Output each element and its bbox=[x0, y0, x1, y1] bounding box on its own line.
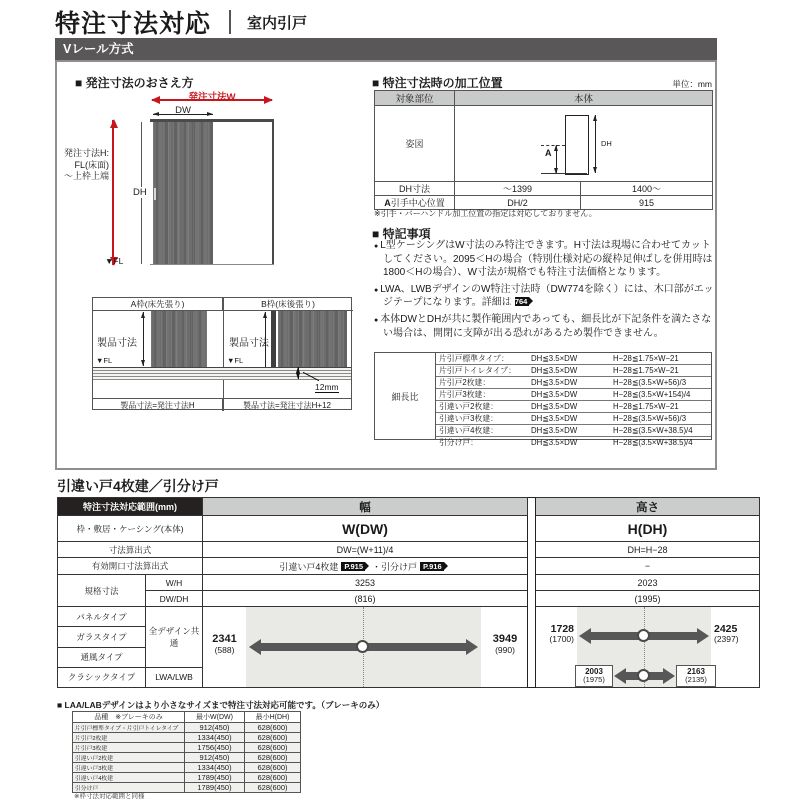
slender-row: 引違い戸2枚建： DH≦3.5×DW H−28≦1.75×W−21 bbox=[436, 401, 711, 413]
order-dim-heading: ■ 発注寸法のおさえ方 bbox=[75, 76, 194, 90]
dh-label: DH bbox=[133, 187, 147, 198]
handle-center-a: A bbox=[384, 198, 391, 208]
v-rail-section-box bbox=[55, 60, 717, 470]
handle-center-value1: DH/2 bbox=[455, 196, 581, 210]
page-ref-badge: P.764 bbox=[508, 297, 528, 307]
a-frame-header: A枠(床先張り) bbox=[93, 298, 223, 311]
figure-handle-dashline bbox=[541, 145, 565, 146]
design-common: 全デザイン共通 bbox=[146, 607, 203, 668]
slender-row: 片引戸トイレタイプ： DH≦3.5×DW H−28≦1.75×W−21 bbox=[436, 365, 711, 377]
figure-label: 姿図 bbox=[375, 106, 455, 182]
type-classic: クラシックタイプ bbox=[58, 667, 146, 687]
remark-item bbox=[374, 239, 714, 280]
remark-item bbox=[374, 313, 714, 340]
slender-row: 片引戸標準タイプ： DH≦3.5×DW H−28≦1.75×W−21 bbox=[436, 353, 711, 365]
slender-row: 引違い戸4枚建： DH≦3.5×DW H−28≦(3.5×W+38.5)/4 bbox=[436, 425, 711, 437]
calc-height-formula: DH=H−28 bbox=[536, 542, 760, 558]
calc-row-label: 寸法算出式 bbox=[58, 542, 203, 558]
remark-text: L型ケーシングはW寸法のみ特注できます。H寸法は現場に合わせてカットしてください。2095＜Hの場合（特別仕様対応の縦枠足伸ばしを併用時は1800＜Hの場合）、W寸法が規格でも特注寸法価格となります。 bbox=[380, 240, 713, 279]
order-height-line3: 〜上枠上端 bbox=[63, 171, 109, 182]
classic-range-knob bbox=[637, 669, 650, 682]
dh-size-value2: 1400〜 bbox=[581, 182, 713, 196]
width-max-label: 3949 (990) bbox=[492, 633, 518, 655]
height-range-knob bbox=[637, 629, 650, 642]
calc-width-formula: DW=(W+11)/4 bbox=[203, 542, 528, 558]
min-table-header-w: 最小W(DW) bbox=[185, 712, 245, 723]
dh-size-label: DH寸法 bbox=[375, 182, 455, 196]
standard-size-label: 規格寸法 bbox=[58, 575, 146, 607]
door-panel bbox=[153, 122, 213, 264]
remarks-heading: ■ 特記事項 bbox=[372, 227, 431, 241]
order-width-label: 発注寸法W bbox=[188, 92, 236, 103]
figure-baseline bbox=[541, 173, 587, 174]
min-row-label: 引違い戸2枚建 bbox=[73, 753, 185, 763]
machining-col-body: 本体 bbox=[455, 91, 713, 106]
standard-sub1: W/H bbox=[146, 575, 203, 591]
min-row-label: 片引戸2枚建 bbox=[73, 733, 185, 743]
unit-label: 単位：mm bbox=[672, 79, 712, 89]
frame-row-label: 枠・敷居・ケーシング(本体) bbox=[58, 516, 203, 542]
standard-sub2: DW/DH bbox=[146, 591, 203, 607]
slender-ratio-table bbox=[374, 352, 712, 447]
col-header-height: 高さ bbox=[536, 498, 760, 516]
door-handle bbox=[154, 188, 156, 200]
slender-row: 引分け戸： DH≦3.5×DW H−28≦(3.5×W+38.5)/4 bbox=[439, 438, 693, 447]
a-frame-product-label: 製品寸法 bbox=[97, 338, 137, 349]
a-frame-door bbox=[151, 311, 207, 367]
min-row-label: 引分け戸 bbox=[73, 783, 185, 793]
table-gap bbox=[528, 498, 536, 688]
min-row-label: 片引戸標準タイプ・片引戸トイレタイプ bbox=[73, 723, 185, 733]
right-jamb bbox=[272, 119, 274, 265]
min-size-table: 品種 ※ブレーキのみ 最小W(DW) 最小H(DH) 片引戸標準タイプ・片引戸トイレタイプ 912(450) 628(600) 片引戸2枚建 1334(450) 628(600) 片引戸3枚建 1756(450) 628(600) 引違い戸2枚建 912(450) 628(600) 引違い戸3枚建 1334(450) 628(600) 引違い戸4枚建 1789(450) 628(600) 引分け戸 1789(450) 628(600) bbox=[72, 711, 301, 793]
slender-row: 片引戸2枚建： DH≦3.5×DW H−28≦(3.5×W+56)/3 bbox=[436, 377, 711, 389]
remark-item bbox=[374, 283, 714, 310]
height-max-label: 2425 (2397) bbox=[714, 623, 739, 645]
opening-text1: 引違い戸4枚建 bbox=[279, 561, 339, 572]
fl-marker: ▼FL bbox=[105, 256, 124, 266]
width-min-label: 2341 (588) bbox=[212, 633, 237, 655]
slender-ratio-label: 細長比 bbox=[375, 353, 436, 439]
figure-a-label: A bbox=[545, 148, 552, 158]
opening-text2: ・引分け戸 bbox=[372, 561, 418, 572]
page-title: 特注寸法対応 bbox=[55, 10, 212, 38]
min-row-label: 引違い戸4枚建 bbox=[73, 773, 185, 783]
standard-width2: (816) bbox=[203, 591, 528, 607]
figure-a-arrow bbox=[556, 145, 557, 174]
a-frame-formula: 製品寸法=発注寸法H bbox=[93, 398, 223, 411]
order-height-line1: 発注寸法H: bbox=[63, 148, 109, 158]
standard-width1: 3253 bbox=[203, 575, 528, 591]
bottom-section-title: 引違い戸4枚建／引分け戸 bbox=[57, 478, 219, 494]
frame-height-symbol: H(DH) bbox=[536, 516, 760, 542]
b-frame-product-label: 製品寸法 bbox=[229, 338, 269, 349]
frame-width-symbol: W(DW) bbox=[203, 516, 528, 542]
type-glass: ガラスタイプ bbox=[58, 627, 146, 647]
b-frame-door bbox=[278, 311, 347, 367]
min-table-footnote: ※枠寸法対応範囲と同様 bbox=[74, 793, 145, 800]
floor-line bbox=[150, 264, 274, 265]
opening-width-cell bbox=[203, 558, 528, 575]
order-height-arrow bbox=[112, 120, 114, 265]
page-category: 室内引戸 bbox=[247, 14, 308, 32]
standard-height2: (1995) bbox=[536, 591, 760, 607]
col-header-width: 幅 bbox=[203, 498, 528, 516]
offset-12mm-label: 12mm bbox=[315, 382, 339, 392]
frame-type-comparison bbox=[92, 297, 352, 410]
dh-size-value1: 〜1399 bbox=[455, 182, 581, 196]
classic-max-box: 2163 (2135) bbox=[676, 665, 716, 687]
dw-label: DW bbox=[175, 105, 191, 116]
width-range-knob bbox=[356, 640, 369, 653]
offset-12mm-arrow bbox=[298, 367, 299, 379]
section-bar-v-rail: Vレール方式 bbox=[55, 38, 717, 60]
handle-center-text: 引手中心位置 bbox=[390, 198, 445, 208]
type-ventilation: 通風タイプ bbox=[58, 647, 146, 667]
frames-divider bbox=[223, 298, 224, 411]
dw-arrow bbox=[153, 114, 213, 115]
figure-dh-arrow bbox=[595, 115, 596, 173]
height-min-label: 1728 (1700) bbox=[549, 623, 574, 645]
min-row-label: 引違い戸3枚建 bbox=[73, 763, 185, 773]
a-frame-fl: ▼FL bbox=[96, 356, 113, 365]
min-table-header-h: 最小H(DH) bbox=[245, 712, 301, 723]
width-range-panel bbox=[203, 607, 528, 688]
order-width-arrow bbox=[152, 99, 272, 101]
machining-note: ※引手・バーハンドル加工位置の指定は対応しておりません。 bbox=[374, 209, 597, 218]
remark-text: LWA、LWBデザインのW特注寸法時（DW774を除く）には、木口部がエッジテープになります。詳細は bbox=[380, 283, 714, 309]
figure-dh-label: DH bbox=[601, 139, 612, 148]
figure-door-outline bbox=[565, 115, 589, 175]
b-frame-formula: 製品寸法=発注寸法H+12 bbox=[223, 398, 351, 411]
opening-row-label: 有効開口寸法算出式 bbox=[58, 558, 203, 575]
size-range-table bbox=[57, 497, 760, 688]
range-table-corner: 特注寸法対応範囲(mm) bbox=[58, 498, 203, 516]
title-divider bbox=[229, 10, 231, 34]
design-classic: LWA/LWB bbox=[146, 667, 203, 687]
page-ref-badge: P.915 bbox=[341, 562, 365, 571]
page-ref-badge: P.916 bbox=[420, 562, 444, 571]
min-row-label: 片引戸3枚建 bbox=[73, 743, 185, 753]
min-table-header-type: 品種 ※ブレーキのみ bbox=[73, 712, 185, 723]
figure-cell bbox=[455, 106, 713, 182]
remark-text: 本体DWとDHが共に製作範囲内であっても、細長比が下記条件を満たさない場合は、開閉に支障が出る恐れがあるため製作できません。 bbox=[380, 313, 712, 339]
handle-center-value2: 915 bbox=[581, 196, 713, 210]
laa-lab-note: ■ LAA/LABデザインはより小さなサイズまで特注寸法対応可能です。（ブレーキのみ） bbox=[57, 700, 385, 710]
order-height-label bbox=[57, 148, 109, 183]
slender-row: 片引戸3枚建： DH≦3.5×DW H−28≦(3.5×W+154)/4 bbox=[436, 389, 711, 401]
slender-ratio-rows bbox=[436, 353, 711, 447]
machining-col-target: 対象部位 bbox=[375, 91, 455, 106]
slender-row: 引違い戸3枚建： DH≦3.5×DW H−28≦(3.5×W+56)/3 bbox=[436, 413, 711, 425]
b-frame-fl: ▼FL bbox=[227, 356, 244, 365]
order-height-line2: FL(床面) bbox=[74, 159, 109, 170]
classic-min-box: 2003 (1975) bbox=[575, 665, 613, 687]
a-frame-dim-arrow bbox=[143, 312, 144, 366]
height-range-panel bbox=[536, 607, 760, 688]
machining-table bbox=[374, 90, 713, 210]
page-header bbox=[55, 4, 307, 40]
b-frame-header: B枠(床後張り) bbox=[223, 298, 353, 311]
opening-height-cell: − bbox=[536, 558, 760, 575]
standard-height1: 2023 bbox=[536, 575, 760, 591]
machining-heading: ■ 特注寸法時の加工位置 bbox=[372, 76, 503, 90]
type-panel: パネルタイプ bbox=[58, 607, 146, 627]
remarks-list bbox=[374, 239, 714, 343]
